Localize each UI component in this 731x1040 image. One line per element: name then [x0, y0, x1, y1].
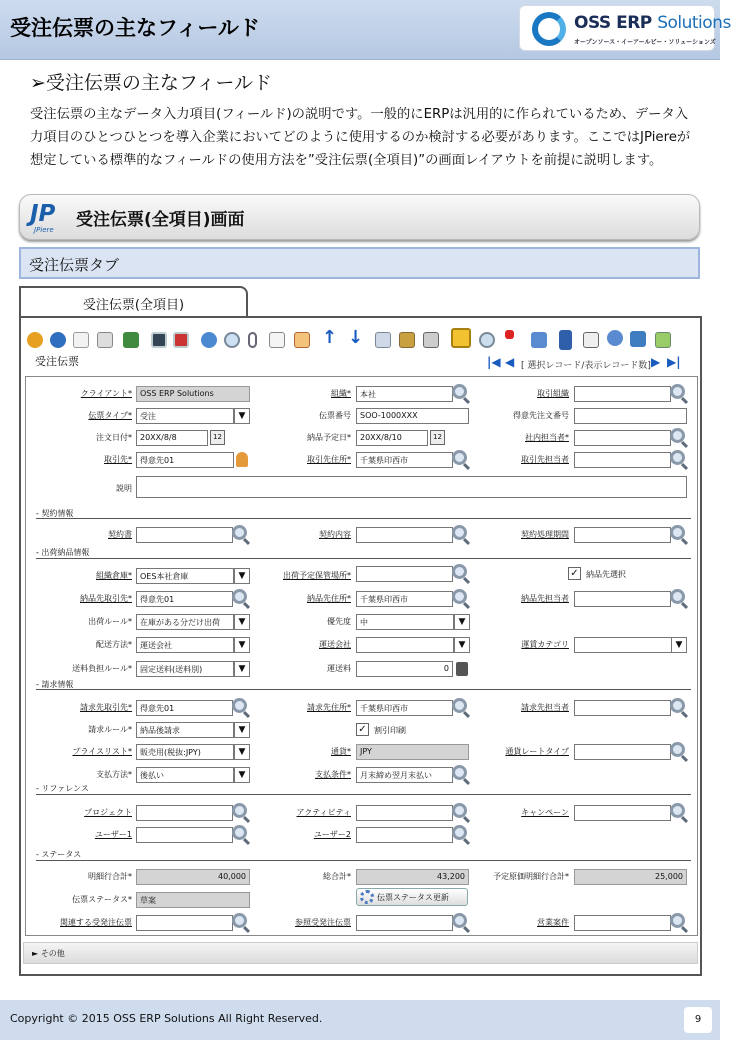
chat-icon[interactable] — [269, 332, 285, 348]
bill-loc-label: 請求先住所* — [307, 703, 351, 712]
activity-field[interactable] — [356, 805, 453, 821]
doctype-label: 伝票タイプ* — [88, 411, 132, 420]
status-group[interactable]: - ステータス — [36, 850, 82, 859]
copyright-text: Copyright © 2015 OSS ERP Solutions All Right Reserved. — [10, 1012, 323, 1025]
shipper-select[interactable] — [356, 637, 454, 653]
contract-search-icon[interactable] — [232, 525, 247, 540]
payment-rule-label: 支払方法* — [96, 770, 132, 779]
group-divider — [36, 794, 691, 795]
bill-contact-search-icon[interactable] — [670, 698, 685, 713]
slide-header — [0, 0, 731, 60]
section-description: 受注伝票の主なデータ入力項目(フィールド)の説明です。一般的にERPは汎用的に作られているため、データ入力項目のひとつひとつを導入企業においてどのように使用するのか検討する必要があります。ここではJPiereが想定している標準的なフィールドの使用方法を”受注伝票(全項目)”の画面レイアウトを前提に説明します。 — [30, 107, 691, 168]
lock-icon[interactable] — [451, 328, 471, 348]
bp-loc-search-icon[interactable] — [452, 450, 467, 465]
freight-rule-select[interactable]: 固定送料(送料別) — [136, 661, 234, 677]
sales-rep-field[interactable] — [574, 430, 671, 446]
freight-rule-label: 送料負担ルール* — [72, 664, 132, 673]
company-logo: OSS ERP Solutions オープンソース・イーアールピー・ソリューションズ — [519, 5, 715, 51]
campaign-search-icon[interactable] — [670, 803, 685, 818]
contract-field[interactable] — [136, 527, 233, 543]
contract-period-label: 契約処理期間 — [521, 530, 569, 539]
order-date-field[interactable]: 20XX/8/8 — [136, 430, 208, 446]
freight-amt-field[interactable]: 0 — [356, 661, 453, 677]
lines-total-field: 40,000 — [136, 869, 250, 885]
invoice-rule-label: 請求ルール* — [88, 725, 132, 734]
next-record-icon[interactable]: ▶ — [651, 355, 661, 369]
tab-bar-label: 受注伝票タブ — [29, 256, 120, 274]
archive-icon[interactable] — [559, 330, 572, 350]
locator-label: 出荷予定保管場所* — [283, 571, 351, 580]
parent-record-icon[interactable]: ↑ — [322, 327, 338, 348]
record-count: [ 選択レコード/表示レコード数] — [521, 361, 651, 371]
freight-cat-label: 運賃カテゴリ — [521, 640, 569, 649]
trade-org-search-icon[interactable] — [670, 384, 685, 399]
docno-label: 伝票番号 — [319, 411, 351, 420]
bp-contact-field[interactable] — [574, 452, 671, 468]
currency-field: JPY — [356, 744, 469, 760]
cust-order-no-label: 得意先注文番号 — [513, 411, 569, 420]
ship-contact-label: 納品先担当者 — [521, 594, 569, 603]
contract-label: 契約書 — [108, 530, 132, 539]
dropship-checkbox[interactable]: ✓ — [568, 567, 581, 580]
zoom-across-icon[interactable] — [479, 332, 495, 348]
pricelist-label: プライスリスト* — [72, 747, 132, 756]
delivery-rule-label: 出荷ルール* — [88, 617, 132, 626]
client-label: クライアント* — [80, 389, 132, 398]
grand-total-label: 総合計* — [323, 872, 351, 881]
bill-contact-label: 請求先担当者 — [521, 703, 569, 712]
erp-window — [19, 316, 702, 976]
locator-field[interactable] — [356, 566, 453, 582]
project-field[interactable] — [136, 805, 233, 821]
freight-cat-dropdown-icon[interactable]: ▼ — [671, 637, 687, 653]
payment-rule-dropdown-icon[interactable]: ▼ — [234, 767, 250, 783]
delivery-via-label: 配送方法* — [96, 640, 132, 649]
doc-status-label: 伝票ステータス* — [72, 895, 132, 904]
group-divider — [36, 558, 691, 559]
user2-label: ユーザー2 — [313, 830, 351, 839]
gear-icon — [360, 890, 374, 904]
window-title-panel: JP JPiere 受注伝票(全項目)画面 — [19, 194, 700, 240]
shipper-label: 運送会社 — [319, 640, 351, 649]
bp-contact-label: 取引先担当者 — [521, 455, 569, 464]
request-icon[interactable] — [505, 330, 514, 339]
bill-bp-search-icon[interactable] — [232, 698, 247, 713]
invoice-rule-select[interactable]: 納品後請求 — [136, 722, 234, 738]
conv-type-label: 通貨レートタイプ — [505, 747, 569, 756]
campaign-field[interactable] — [574, 805, 671, 821]
first-record-icon[interactable]: |◀ — [487, 355, 501, 369]
bill-bp-label: 請求先取引先* — [80, 703, 132, 712]
workflow-icon[interactable] — [607, 330, 623, 346]
ref-order-field[interactable] — [356, 915, 453, 931]
help-icon[interactable] — [50, 332, 66, 348]
delivery-rule-dropdown-icon[interactable]: ▼ — [234, 614, 250, 630]
bill-loc-field[interactable]: 千葉県印西市 — [356, 700, 453, 716]
tab-bar — [19, 247, 700, 279]
export-icon[interactable] — [630, 331, 646, 347]
trade-org-label: 取引組織 — [537, 389, 569, 398]
activity-label: アクティビティ — [296, 808, 351, 817]
bp-loc-label: 取引先住所* — [307, 455, 351, 464]
conv-type-field[interactable] — [574, 744, 671, 760]
order-date-label: 注文日付* — [96, 433, 132, 442]
contract-content-field[interactable] — [356, 527, 453, 543]
freight-amt-label: 運送料 — [327, 664, 351, 673]
undo-icon[interactable] — [27, 332, 43, 348]
billing-group[interactable]: - 請求情報 — [36, 680, 74, 689]
user1-search-icon[interactable] — [232, 825, 247, 840]
client-field: OSS ERP Solutions — [136, 386, 250, 402]
refresh-icon[interactable] — [201, 332, 217, 348]
payment-term-search-icon[interactable] — [452, 765, 467, 780]
print-icon[interactable] — [423, 332, 439, 348]
contract-period-search-icon[interactable] — [670, 525, 685, 540]
conv-type-search-icon[interactable] — [670, 742, 685, 757]
save-icon[interactable] — [151, 332, 167, 348]
opportunity-field[interactable] — [574, 915, 671, 931]
warehouse-dropdown-icon[interactable]: ▼ — [234, 568, 250, 584]
record-form — [25, 376, 698, 936]
calendar-icon[interactable]: 12 — [210, 430, 225, 445]
delivery-via-dropdown-icon[interactable]: ▼ — [234, 637, 250, 653]
currency-label: 通貨* — [331, 747, 351, 756]
discount-print-checkbox[interactable]: ✓ — [356, 723, 369, 736]
delivery-date-label: 納品予定日* — [307, 433, 351, 442]
shipper-dropdown-icon[interactable]: ▼ — [454, 637, 470, 653]
ship-loc-field[interactable]: 千葉県印西市 — [356, 591, 453, 607]
attachment-icon[interactable] — [248, 332, 257, 348]
freight-rule-dropdown-icon[interactable]: ▼ — [234, 661, 250, 677]
lines-total-label: 明細行合計* — [88, 872, 132, 881]
invoice-rule-dropdown-icon[interactable]: ▼ — [234, 722, 250, 738]
delivery-via-select[interactable]: 運送会社 — [136, 637, 234, 653]
org-label: 組織* — [331, 389, 351, 398]
ship-bp-search-icon[interactable] — [232, 589, 247, 604]
save-new-icon[interactable] — [173, 332, 189, 348]
project-search-icon[interactable] — [232, 803, 247, 818]
bp-person-icon[interactable] — [236, 452, 248, 467]
related-order-search-icon[interactable] — [232, 913, 247, 928]
user2-search-icon[interactable] — [452, 825, 467, 840]
customize-icon[interactable] — [655, 332, 671, 348]
jpiere-logo: JP — [30, 201, 56, 227]
bill-bp-field[interactable]: 得意先01 — [136, 700, 233, 716]
payment-term-field[interactable]: 月末締め翌月末払い — [356, 767, 453, 783]
window-tab[interactable]: 受注伝票(全項目) — [19, 286, 248, 318]
doctype-dropdown-icon[interactable]: ▼ — [234, 408, 250, 424]
new-record-icon[interactable] — [73, 332, 89, 348]
window-title: 受注伝票(全項目)画面 — [76, 210, 245, 230]
bp-field[interactable]: 得意先01 — [136, 452, 234, 468]
org-field[interactable]: 本社 — [356, 386, 453, 402]
copy-record-icon[interactable] — [97, 332, 113, 348]
contract-content-search-icon[interactable] — [452, 525, 467, 540]
doc-action-button[interactable]: 伝票ステータス更新 — [356, 888, 468, 906]
detail-record-icon[interactable]: ↓ — [348, 327, 364, 348]
doctype-select[interactable]: 受注 — [136, 408, 234, 424]
ship-loc-label: 納品先住所* — [307, 594, 351, 603]
user1-label: ユーザー1 — [94, 830, 132, 839]
logo-ring-icon — [532, 12, 566, 46]
sales-rep-label: 社内担当者* — [525, 433, 569, 442]
dropship-label: 納品先選択 — [586, 570, 626, 579]
user2-field[interactable] — [356, 827, 453, 843]
priority-select[interactable]: 中 — [356, 614, 454, 630]
activity-search-icon[interactable] — [452, 803, 467, 818]
freight-cat-select[interactable] — [574, 637, 672, 653]
ship-bp-label: 納品先取引先* — [80, 594, 132, 603]
contract-group[interactable]: - 契約情報 — [36, 509, 74, 518]
docno-field[interactable]: SOO-1000XXX — [356, 408, 469, 424]
priority-label: 優先度 — [327, 617, 351, 626]
delivery-date-field[interactable]: 20XX/8/10 — [356, 430, 428, 446]
grand-total-field: 43,200 — [356, 869, 469, 885]
last-record-icon[interactable]: ▶| — [667, 355, 681, 369]
previous-record-icon[interactable]: ◀ — [505, 355, 515, 369]
find-icon[interactable] — [224, 332, 240, 348]
priority-dropdown-icon[interactable]: ▼ — [454, 614, 470, 630]
org-search-icon[interactable] — [452, 384, 467, 399]
bp-label: 取引先* — [104, 455, 132, 464]
trade-org-field[interactable] — [574, 386, 671, 402]
delivery-rule-select[interactable]: 在庫がある分だけ出荷 — [136, 614, 234, 630]
ship-bp-field[interactable]: 得意先01 — [136, 591, 233, 607]
ship-contact-search-icon[interactable] — [670, 589, 685, 604]
post-icon[interactable] — [583, 332, 599, 348]
bp-loc-field[interactable]: 千葉県印西市 — [356, 452, 453, 468]
user1-field[interactable] — [136, 827, 233, 843]
planned-total-field: 25,000 — [574, 869, 687, 885]
bp-contact-search-icon[interactable] — [670, 450, 685, 465]
payment-rule-select[interactable]: 後払い — [136, 767, 234, 783]
bill-contact-field[interactable] — [574, 700, 671, 716]
ship-contact-field[interactable] — [574, 591, 671, 607]
warehouse-label: 組織倉庫* — [96, 571, 132, 580]
warehouse-select[interactable]: OES本社倉庫 — [136, 568, 234, 584]
history-icon[interactable] — [375, 332, 391, 348]
page-number: 9 — [684, 1007, 712, 1033]
opportunity-label: 営業案件 — [537, 918, 569, 927]
project-label: プロジェクト — [84, 808, 132, 817]
sales-rep-search-icon[interactable] — [670, 428, 685, 443]
doc-status-field: 草案 — [136, 892, 250, 908]
ref-order-search-icon[interactable] — [452, 913, 467, 928]
ship-loc-search-icon[interactable] — [452, 589, 467, 604]
related-order-field[interactable] — [136, 915, 233, 931]
grid-toggle-icon[interactable] — [294, 332, 310, 348]
slide-title: 受注伝票の主なフィールド — [10, 16, 260, 40]
pricelist-dropdown-icon[interactable]: ▼ — [234, 744, 250, 760]
bill-loc-search-icon[interactable] — [452, 698, 467, 713]
ref-order-label: 参照受発注伝票 — [295, 918, 351, 927]
calendar-icon[interactable]: 12 — [430, 430, 445, 445]
group-divider — [36, 860, 691, 861]
group-divider — [36, 689, 691, 690]
product-info-icon[interactable] — [531, 332, 547, 348]
slide-footer — [0, 1000, 720, 1040]
group-divider — [36, 518, 691, 519]
locator-search-icon[interactable] — [452, 564, 467, 579]
desc-label: 説明 — [116, 484, 132, 493]
report-icon[interactable] — [399, 332, 415, 348]
campaign-label: キャンペーン — [521, 808, 569, 817]
contract-period-field[interactable] — [574, 527, 671, 543]
other-section-toggle[interactable]: ► その他 — [23, 942, 698, 964]
cust-order-no-field[interactable] — [574, 408, 687, 424]
calculator-icon[interactable] — [456, 662, 468, 676]
reference-group[interactable]: - リファレンス — [36, 784, 89, 793]
shipping-group[interactable]: - 出荷納品情報 — [36, 548, 90, 557]
desc-field[interactable] — [136, 476, 687, 498]
discount-print-label: 割引印刷 — [374, 726, 406, 735]
contract-content-label: 契約内容 — [319, 530, 351, 539]
delete-icon[interactable] — [123, 332, 139, 348]
opportunity-search-icon[interactable] — [670, 913, 685, 928]
payment-term-label: 支払条件* — [315, 770, 351, 779]
related-order-label: 関連する受発注伝票 — [60, 918, 132, 927]
section-heading: ➢受注伝票の主なフィールド — [30, 72, 273, 94]
pricelist-select[interactable]: 販売用(税抜:JPY) — [136, 744, 234, 760]
planned-total-label: 予定原価明細行合計* — [493, 872, 569, 881]
toolbar-window-name: 受注伝票 — [35, 355, 79, 368]
